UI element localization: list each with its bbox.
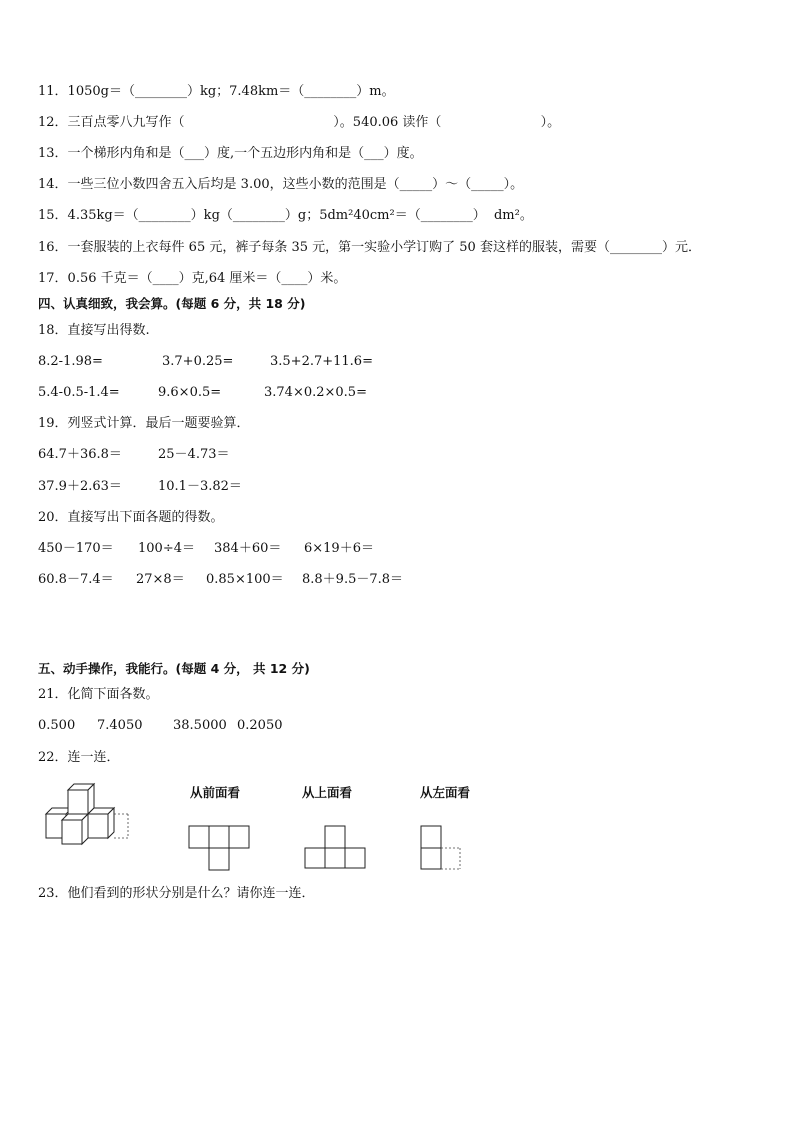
view-shape-c (420, 825, 480, 875)
q18-expr: 8.2-1.98= (38, 354, 103, 369)
question-23: 23．他们看到的形状分别是什么？请你连一连． (38, 886, 315, 901)
question-14: 14．一些三位小数四舍五入后均是 3.00，这些小数的范围是（_____）～（_____）。 (38, 177, 524, 192)
q18-expr: 5.4-0.5-1.4= (38, 385, 120, 400)
q20-expr: 8.8＋9.5－7.8＝ (302, 572, 404, 587)
q19-row-1 (38, 446, 758, 464)
q18-expr: 3.5+2.7+11.6= (270, 354, 373, 369)
question-20-label: 20．直接写出下面各题的得数。 (38, 510, 224, 525)
q21-number: 0.500 (38, 718, 76, 733)
question-11: 11．1050g＝（________）kg；7.48km＝（________）m。 (38, 84, 395, 99)
q21-number: 7.4050 (97, 718, 143, 733)
question-12: 12．三百点零八九写作（ ）。540.06 读作（ ）。 (38, 115, 561, 130)
view-label-front: 从前面看 (190, 785, 241, 800)
question-21-label: 21．化简下面各数。 (38, 687, 159, 702)
q21-number: 38.5000 (173, 718, 227, 733)
q19-expr: 64.7＋36.8＝ (38, 447, 122, 462)
question-16: 16．一套服装的上衣每件 65 元，裤子每条 35 元，第一实验小学订购了 50 套这样的服装，需要（________）元． (38, 240, 701, 255)
q20-expr: 27×8＝ (136, 572, 185, 587)
view-label-top: 从上面看 (302, 785, 353, 800)
view-label-left: 从左面看 (420, 785, 471, 800)
q19-expr: 25－4.73＝ (158, 447, 230, 462)
q19-row-2 (38, 478, 758, 496)
q18-expr: 3.74×0.2×0.5= (264, 385, 367, 400)
q19-expr: 10.1－3.82＝ (158, 479, 242, 494)
question-22-label: 22．连一连． (38, 750, 120, 765)
q20-expr: 60.8－7.4＝ (38, 572, 114, 587)
q21-number: 0.2050 (237, 718, 283, 733)
q18-row-2 (38, 384, 758, 402)
q20-expr: 384＋60＝ (214, 541, 282, 556)
section-4-heading: 四、认真细致，我会算。(每题 6 分，共 18 分) (38, 296, 306, 311)
cube-stack-figure (42, 782, 142, 852)
q20-row-1 (38, 540, 758, 558)
q18-expr: 9.6×0.5= (158, 385, 222, 400)
q20-row-2 (38, 571, 758, 589)
q18-row-1 (38, 353, 758, 371)
q20-expr: 100÷4＝ (138, 541, 195, 556)
view-shape-a (188, 825, 258, 875)
question-19-label: 19．列竖式计算．最后一题要验算． (38, 416, 250, 431)
question-17: 17．0.56 千克＝（____）克,64 厘米＝（____）米。 (38, 271, 347, 286)
q18-expr: 3.7+0.25= (162, 354, 234, 369)
q21-numbers (38, 717, 758, 735)
question-18-label: 18．直接写出得数. (38, 323, 150, 338)
q19-expr: 37.9＋2.63＝ (38, 479, 122, 494)
section-5-heading: 五、动手操作，我能行。(每题 4 分， 共 12 分) (38, 661, 310, 676)
question-13: 13．一个梯形内角和是（___）度,一个五边形内角和是（___）度。 (38, 146, 423, 161)
q20-expr: 0.85×100＝ (206, 572, 284, 587)
q20-expr: 450－170＝ (38, 541, 114, 556)
q20-expr: 6×19＋6＝ (304, 541, 374, 556)
view-shape-b (304, 825, 374, 875)
question-15: 15．4.35kg＝（________）kg（________）g；5dm²40cm²＝（________） dm²。 (38, 208, 533, 223)
